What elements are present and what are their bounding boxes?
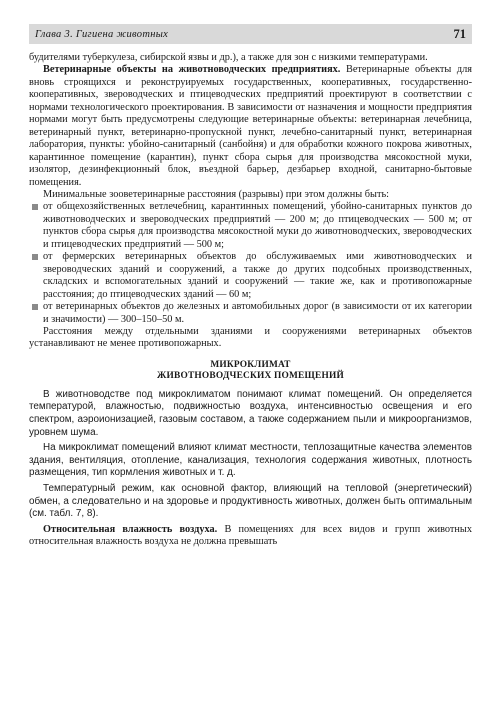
square-bullet-icon: [32, 304, 38, 310]
list-item: от ветеринарных объектов до железных и автомобильных дорог (в зависимости от их категории и значимости) — 300–150–50 м.: [29, 301, 472, 326]
section-body: [29, 389, 472, 524]
square-bullet-icon: [32, 254, 38, 260]
chapter-title: Глава 3. Гигиена животных: [35, 28, 169, 40]
paragraph-heading-humidity: Относительная влажность воздуха.: [43, 523, 218, 535]
paragraph-heading-vet-objects: Ветеринарные объекты на животноводческих предприятиях.: [43, 64, 341, 76]
distances-list: [29, 201, 472, 326]
paragraph-distances-intro: Минимальные зооветеринарные расстояния (разрывы) при этом должны быть:: [43, 188, 390, 200]
paragraph-distances-buildings: Расстояния между отдельными зданиями и сооружениями ветеринарных объектов устанавливают не менее противопожарных.: [29, 325, 472, 350]
square-bullet-icon: [32, 204, 38, 210]
paragraph-temperature: Температурный режим, как основной фактор, влияющий на тепловой (энергетический) обмен, а следовательно и на здоровье и продуктивность животных, должен быть оптимальным (см. табл. 7, 8).: [29, 483, 472, 520]
section-title-line-1: МИКРОКЛИМАТ: [210, 359, 291, 370]
page-number: 71: [453, 26, 466, 41]
paragraph-microclimate-factors: На микроклимат помещений влияют климат местности, теплозащитные качества элементов здания, вентиляция, отопление, канализация, технология содержания животных, плотность размещения, тип кормления животных и т. д.: [29, 442, 472, 479]
page-body: [29, 52, 472, 549]
list-item: от общехозяйственных ветлечебниц, карантинных помещений, убойно-санитарных пунктов до животноводческих и звероводческих предприятий — 200 м; до птицеводческих — 500 м; от пунктов сбора сырья для производства мясокостной муки до животноводческих, звероводческих и птицеводческих предприятий — 500 м;: [29, 201, 472, 251]
paragraph-humidity: [29, 524, 472, 549]
paragraph-text-humidity: В помещениях для всех видов и групп животных относительная влажность воздуха не должна превышать: [29, 523, 472, 548]
running-header: [29, 24, 472, 44]
paragraph-text-vet-objects: Ветеринарные объекты для вновь строящихся и реконструируемых государственных, кооперативных, государственно-кооперативных, звероводческих и птицеводческих предприятий проектируют в соответствии с нормами технологического проектирования. В зависимости от назначения и мощности предприятия нормами могут быть предусмотрены следующие ветеринарные объекты: ветеринарная лечебница, ветеринарный пункт, ветеринарно-пропускной пункт, лечебно-санитарный пункт, ветеринарная лаборатория, пункты: убойно-санитарный (санбойня) и для обработки кожного покрова животных, карантинное помещение (карантин), пункт сбора сырья для производства мясокостной муки, изолятор, дезинфекционный блок, въездной барьер, дезбарьер входной, санитарно-бытовые помещения.: [29, 64, 472, 188]
section-title-line-2: ЖИВОТНОВОДЧЕСКИХ ПОМЕЩЕНИЙ: [157, 370, 344, 381]
paragraph-vet-objects: [29, 64, 472, 189]
paragraph-continuation: будителями туберкулеза, сибирской язвы и др.), а также для зон с низкими температурами.: [29, 52, 428, 63]
section-title: [29, 360, 472, 382]
list-item: от фермерских ветеринарных объектов до обслуживаемых ими животноводческих и звероводческих зданий и сооружений, а также до других подсобных производственных, складских и вспомогательных зданий и сооружений — такие же, как и противопожарные расстояния; до птицеводческих зданий — 60 м;: [29, 251, 472, 301]
paragraph-microclimate-definition: В животноводстве под микроклиматом понимают климат помещений. Он определяется температурой, влажностью, подвижностью воздуха, интенсивностью освещения и его спектром, аэроионизацией, газовым составом, а также содержанием пыли и микроорганизмов, уровнем шума.: [29, 388, 472, 438]
